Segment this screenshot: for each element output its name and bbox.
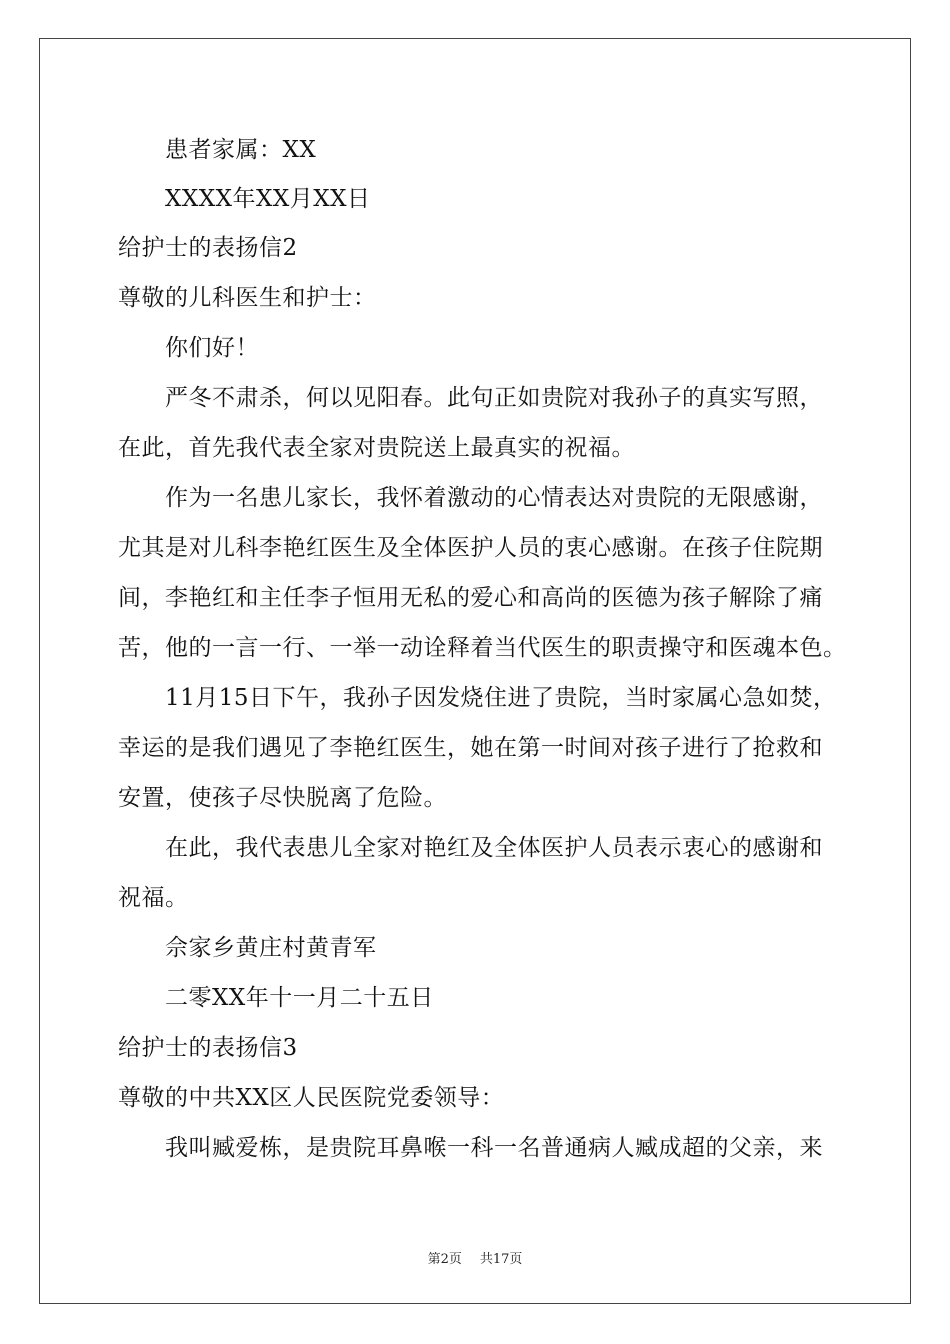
paragraph-line: 在此，我代表患儿全家对艳红及全体医护人员表示衷心的感谢和	[165, 835, 823, 861]
paragraph-line: 安置，使孩子尽快脱离了危险。	[118, 785, 447, 811]
paragraph-line: 作为一名患儿家长，我怀着激动的心情表达对贵院的无限感谢，	[165, 485, 823, 511]
paragraph-line: 苦，他的一言一行、一举一动诠释着当代医生的职责操守和医魂本色。	[118, 635, 847, 661]
letter-title-2: 给护士的表扬信2	[118, 235, 298, 261]
total-pages: 共17页	[479, 1252, 523, 1267]
letter-title-3: 给护士的表扬信3	[118, 1035, 298, 1061]
salutation: 尊敬的儿科医生和护士：	[118, 285, 377, 311]
paragraph-line: 11月15日下午，我孙子因发烧住进了贵院，当时家属心急如焚，	[165, 685, 837, 711]
signature-date: 二零XX年十一月二十五日	[165, 985, 434, 1011]
signature-family: 患者家属：XX	[165, 137, 317, 163]
signature-name: 佘家乡黄庄村黄青军	[165, 935, 377, 961]
paragraph-line: 在此，首先我代表全家对贵院送上最真实的祝福。	[118, 435, 635, 461]
paragraph-line: 尤其是对儿科李艳红医生及全体医护人员的衷心感谢。在孩子住院期	[118, 535, 823, 561]
paragraph-line: 我叫臧爱栋，是贵院耳鼻喉一科一名普通病人臧成超的父亲，来	[165, 1135, 823, 1161]
paragraph-line: 严冬不肃杀，何以见阳春。此句正如贵院对我孙子的真实写照，	[165, 385, 823, 411]
greeting: 你们好！	[165, 335, 259, 361]
paragraph-line: 幸运的是我们遇见了李艳红医生，她在第一时间对孩子进行了抢救和	[118, 735, 823, 761]
page-border	[39, 38, 911, 1304]
page-footer	[0, 1248, 950, 1267]
salutation: 尊敬的中共XX区人民医院党委领导：	[118, 1085, 505, 1111]
signature-date: XXXX年XX月XX日	[165, 186, 371, 212]
page-number: 第2页	[427, 1252, 462, 1267]
paragraph-line: 祝福。	[118, 885, 189, 911]
paragraph-line: 间，李艳红和主任李子恒用无私的爱心和高尚的医德为孩子解除了痛	[118, 585, 823, 611]
